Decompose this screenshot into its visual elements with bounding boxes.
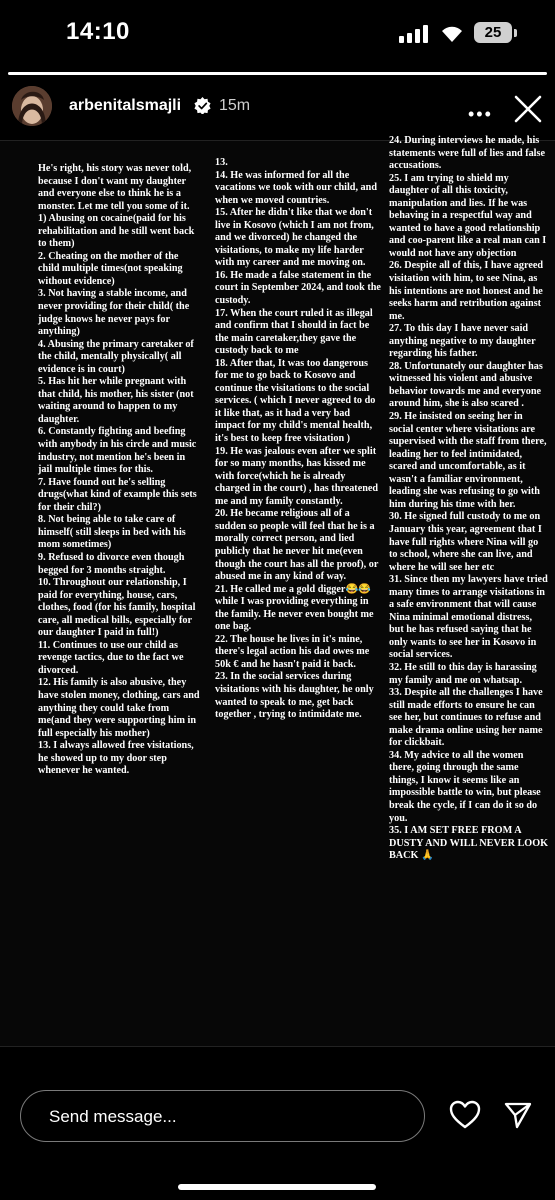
story-paragraph: 21. He called me a gold digger😂😂 while I was providing everything in the family. He never even bought me one bag.: [215, 583, 374, 633]
story-paragraph: 2. Cheating on the mother of the child multiple times(not speaking without evidence): [38, 250, 183, 287]
story-paragraph: 31. Since then my lawyers have tried many times to arrange visitations in a safe environment that will cause Nina minimal emotional distress, but he has refused saying that he only wants to see her in Kosovo in social services.: [389, 574, 548, 661]
story-progress-bar: [8, 72, 547, 75]
story-paragraph: He's right, his story was never told, because I don't want my daughter and everyone else to think he is a monster. Let me tell you some of it.: [38, 163, 192, 212]
story-paragraph: 25. I am trying to shield my daughter of all this toxicity, manipulation and lies. If he was behaving in a respectful way and wanted to have a good relationship and coo-parent like a real man can I would not have any objection: [389, 172, 547, 259]
story-paragraph: 10. Throughout our relationship, I paid for everything, house, cars, clothes, food (for his family, hospital care, all medical bills, especially for our daughter I paid in full!): [38, 577, 196, 639]
story-paragraph: 32. He still to this day is harassing my family and me on whatsap.: [389, 661, 537, 686]
home-indicator: [178, 1184, 376, 1190]
story-paragraph: 28. Unfortunately our daughter has witnessed his violent and abusive behavior towards me and everyone around him, she is also scared .: [389, 360, 543, 410]
status-bar: [0, 0, 555, 64]
send-message-input[interactable]: [47, 1103, 401, 1131]
story-paragraph: 29. He insisted on seeing her in social center where visitations are supervised with the staff from there, leading her to feel intimidated, scared and uncomfortable, as it wasn't a familiar environment, leading she was refusing to go with him during his time with her.: [389, 411, 547, 510]
status-time: 14:10: [66, 18, 130, 45]
story-time-ago: 15m: [219, 97, 251, 114]
story-paragraph: 1) Abusing on cocaine(paid for his rehabilitation and he still went back to them): [38, 213, 195, 250]
story-paragraph: 19. He was jealous even after we split for so many months, has kissed me with force(which he is already charged in the court) , has threatened me and my family constantly.: [215, 445, 379, 507]
avatar-image: [12, 86, 52, 126]
story-paragraph: 6. Constantly fighting and beefing with anybody in his circle and music industry, not mention he's been in jail multiple times for this.: [38, 426, 197, 476]
send-message-box[interactable]: [20, 1090, 425, 1142]
story-paragraph: 30. He signed full custody to me on January this year, agreement that I have full rights where Nina will go to school, where she can live, and where he will see her etc: [389, 511, 542, 573]
story-paragraph: 5. Has hit her while pregnant with that child, his mother, his sister (not waiting around to happen to my daughter.: [38, 376, 194, 425]
story-paragraph: 35. I AM SET FREE FROM A DUSTY AND WILL NEVER LOOK BACK 🙏: [389, 825, 549, 862]
story-paragraph: 27. To this day I have never said anything negative to my daughter regarding his father.: [389, 323, 536, 360]
story-text-column-3: [389, 135, 549, 863]
story-paragraph: 11. Continues to use our child as revenge tactics, due to the fact we divorced.: [38, 639, 184, 676]
story-username[interactable]: arbenitalsmajli: [69, 97, 182, 114]
heart-icon[interactable]: [449, 1100, 481, 1130]
story-paragraph: 13. I always allowed free visitations, he showed up to my door step whenever he wanted.: [38, 740, 194, 777]
story-paragraph: 23. In the social services during visitations with his daughter, he only wanted to speak to me, get back together , trying to intimidate me.: [215, 671, 374, 721]
story-paragraph: 16. He made a false statement in the court in September 2024, and took the custody.: [215, 269, 381, 307]
story-paragraph: 13.: [215, 157, 228, 168]
story-paragraph: 18. After that, It was too dangerous for me to go back to Kosovo and continue the visitations to the social services. ( which I never agreed to do it like that, as it had a very bad impact for my child's mental health, it's best to keep free visitation ): [215, 357, 376, 445]
cellular-signal-icon: [399, 25, 429, 43]
more-options-button[interactable]: •••: [468, 104, 493, 124]
send-icon[interactable]: [503, 1100, 533, 1130]
story-text-column-1: [38, 163, 201, 778]
story-paragraph: 26. Despite all of this, I have agreed visitation with him, to see Nina, as his intentions are not honest and he seeks harm and retribution against me.: [389, 260, 544, 322]
battery-icon: [474, 22, 512, 43]
story-paragraph: 15. After he didn't like that we don't live in Kosovo (which I am not from, and we divorced) he changed the visitations, to make my life harder with my career and me moving on.: [215, 207, 374, 269]
story-paragraph: 20. He became religious all of a sudden so people will feel that he is a morally correct person, and lied publicly that he never hit me(even though the court has all the proof), or abused me in any kind of way.: [215, 508, 379, 583]
story-content: [0, 135, 555, 1047]
story-text-column-2: [215, 157, 382, 722]
wifi-icon: [440, 23, 464, 43]
story-paragraph: 3. Not having a stable income, and never providing for their child( the judge knows he never pays for anything): [38, 288, 190, 338]
battery-tip: [514, 29, 517, 37]
story-paragraph: 9. Refused to divorce even though begged for 3 months straight.: [38, 551, 185, 576]
story-paragraph: 22. The house he lives in it's mine, there's legal action his dad owes me 50k € and he hasn't paid it back.: [215, 633, 370, 670]
story-paragraph: 24. During interviews he made, his statements were full of lies and false accusations.: [389, 135, 545, 172]
battery-level: 25: [484, 24, 502, 41]
story-paragraph: 12. His family is also abusive, they have stolen money, clothing, cars and anything they could take from me(and they were supporting him in full especially his mother): [38, 677, 200, 739]
story-paragraph: 7. Have found out he's selling drugs(what kind of example this sets for their chil?): [38, 476, 197, 513]
story-paragraph: 4. Abusing the primary caretaker of the child, mentally physically( all evidence is in court): [38, 338, 194, 375]
story-paragraph: 17. When the court ruled it as illegal and confirm that I should in fact be the main caretaker,they gave the custody back to me: [215, 307, 373, 357]
story-paragraph: 8. Not being able to take care of himself( still sleeps in bed with his mom sometimes): [38, 514, 186, 551]
story-paragraph: 14. He was informed for all the vacations we took with our child, and when we moved countries.: [215, 169, 377, 206]
story-paragraph: 34. My advice to all the women there, going through the same things, I know it seems like an impossible battle to win, but please break the cycle, if I can do it so do you.: [389, 749, 541, 824]
close-icon[interactable]: [513, 94, 543, 124]
verified-badge-icon: [194, 97, 211, 114]
story-paragraph: 33. Despite all the challenges I have still made efforts to ensure he can see her, but continues to refuse and make drama online using her name for clickbait.: [389, 687, 543, 749]
avatar[interactable]: [12, 86, 52, 126]
